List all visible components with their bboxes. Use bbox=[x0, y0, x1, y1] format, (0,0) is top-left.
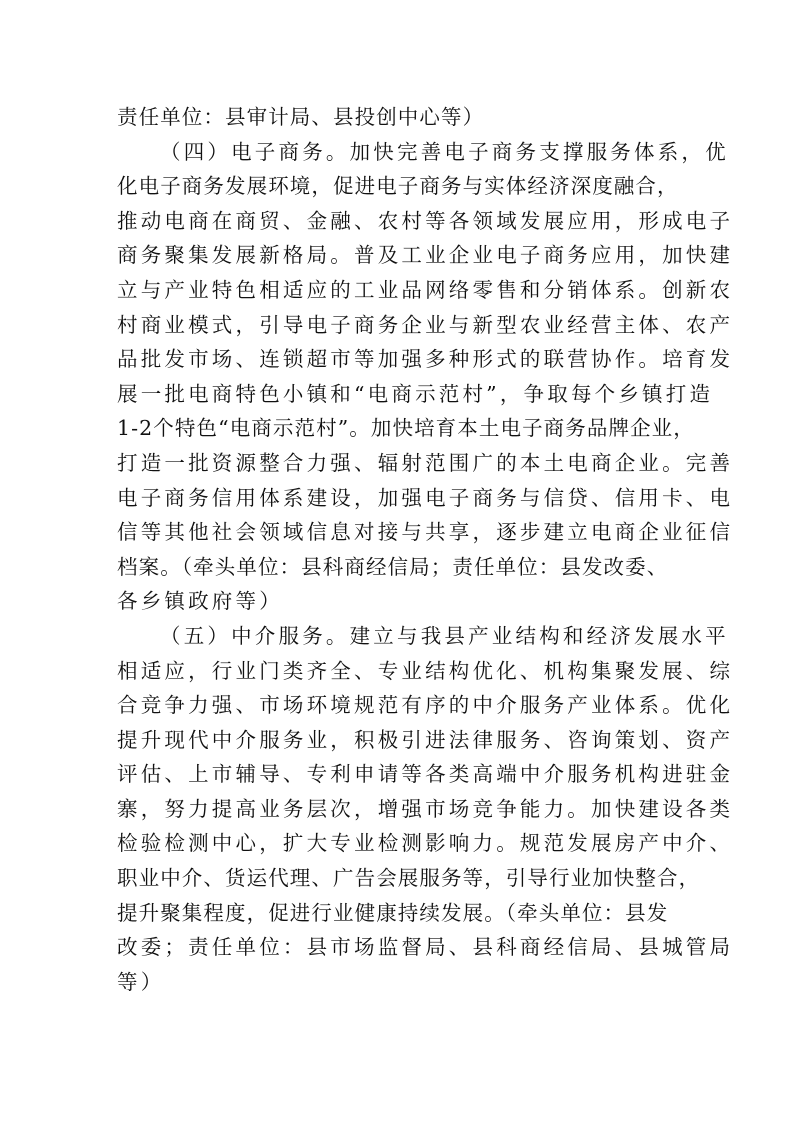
text-line: 展一批电商特色小镇和“电商示范村”，争取每个乡镇打造 bbox=[117, 381, 714, 406]
text-line: 检验检测中心，扩大专业检测影响力。规范发展房产中介、 bbox=[117, 831, 734, 856]
text-line: 寨，努力提高业务层次，增强市场竞争能力。加快建设各类 bbox=[117, 796, 734, 821]
text-line: 等） bbox=[117, 969, 165, 994]
text-line: 相适应，行业门类齐全、专业结构优化、机构集聚发展、综 bbox=[117, 658, 734, 683]
section-five-heading-line: （五）中介服务。建立与我县产业结构和经济发展水平 bbox=[160, 623, 729, 648]
text-line: 合竞争力强、市场环境规范有序的中介服务产业体系。优化 bbox=[117, 693, 734, 718]
text-line: 档案。（牵头单位：县科商经信局；责任单位：县发改委、 bbox=[117, 554, 669, 579]
text-line: 品批发市场、连锁超市等加强多种形式的联营协作。培育发 bbox=[117, 347, 734, 372]
text-line: 信等其他社会领域信息对接与共享，逐步建立电商企业征信 bbox=[117, 520, 734, 545]
text-line: 提升聚集程度，促进行业健康持续发展。（牵头单位：县发 bbox=[117, 900, 669, 925]
text-line: 化电子商务发展环境，促进电子商务与实体经济深度融合， bbox=[117, 174, 679, 199]
text-line: 1-2个特色“电商示范村”。加快培育本土电子商务品牌企业， bbox=[117, 416, 695, 441]
text-line: 立与产业特色相适应的工业品网络零售和分销体系。创新农 bbox=[117, 277, 734, 302]
text-line: 各乡镇政府等） bbox=[117, 589, 283, 614]
text-line: 提升现代中介服务业，积极引进法律服务、咨询策划、资产 bbox=[117, 727, 734, 752]
text-line: 改委；责任单位：县市场监督局、县科商经信局、县城管局 bbox=[117, 935, 734, 960]
text-line: 打造一批资源整合力强、辐射范围广的本土电商企业。完善 bbox=[117, 450, 734, 475]
text-line: 商务聚集发展新格局。普及工业企业电子商务应用，加快建 bbox=[117, 243, 734, 268]
text-line: 推动电商在商贸、金融、农村等各领域发展应用，形成电子 bbox=[117, 208, 734, 233]
text-line: 责任单位：县审计局、县投创中心等） bbox=[117, 105, 485, 129]
document-body bbox=[117, 100, 734, 999]
text-line: 评估、上市辅导、专利申请等各类高端中介服务机构进驻金 bbox=[117, 762, 734, 787]
text-line: 电子商务信用体系建设，加强电子商务与信贷、信用卡、电 bbox=[117, 485, 734, 510]
section-four-heading-line: （四）电子商务。加快完善电子商务支撑服务体系，优 bbox=[160, 139, 729, 164]
text-line: 村商业模式，引导电子商务企业与新型农业经营主体、农产 bbox=[117, 312, 734, 337]
text-line: 职业中介、货运代理、广告会展服务等，引导行业加快整合， bbox=[117, 866, 701, 891]
